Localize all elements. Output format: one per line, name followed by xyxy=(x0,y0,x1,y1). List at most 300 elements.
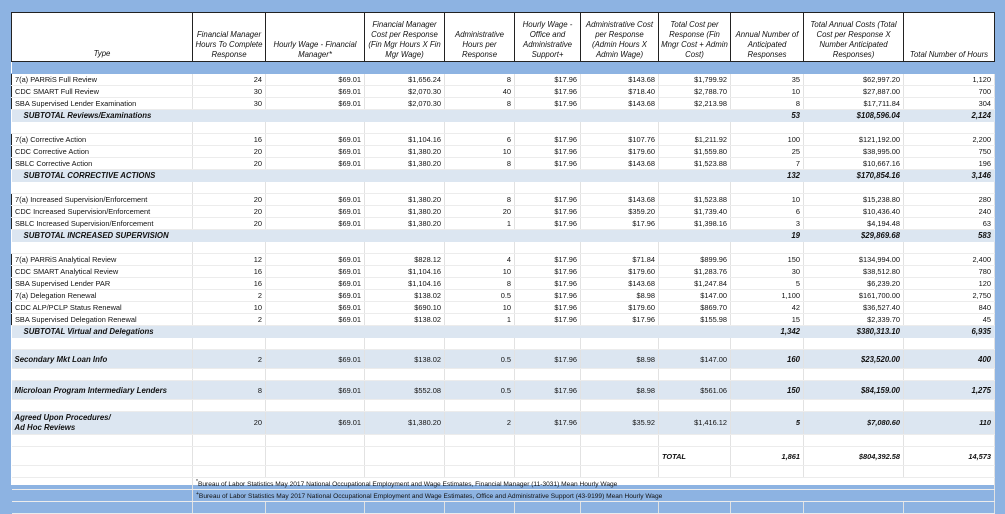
value-cell[interactable]: 1,275 xyxy=(904,381,995,400)
value-cell[interactable]: 10 xyxy=(193,302,266,314)
column-header[interactable]: Type xyxy=(12,13,193,62)
subtotal-label[interactable]: SUBTOTAL CORRECTIVE ACTIONS xyxy=(12,170,731,182)
value-cell[interactable]: $69.01 xyxy=(266,218,365,230)
costs-total[interactable]: $170,854.16 xyxy=(804,170,904,182)
empty-cell[interactable] xyxy=(365,502,445,514)
value-cell[interactable]: 16 xyxy=(193,134,266,146)
empty-cell[interactable] xyxy=(515,242,581,254)
value-cell[interactable]: 30 xyxy=(731,266,804,278)
value-cell[interactable]: $143.68 xyxy=(581,158,659,170)
empty-cell[interactable] xyxy=(12,182,193,194)
value-cell[interactable]: 100 xyxy=(731,134,804,146)
value-cell[interactable]: $69.01 xyxy=(266,266,365,278)
empty-cell[interactable] xyxy=(445,502,515,514)
value-cell[interactable]: $1,104.16 xyxy=(365,266,445,278)
value-cell[interactable]: 20 xyxy=(193,158,266,170)
row-type-cell[interactable]: SBLC Corrective Action xyxy=(12,158,193,170)
value-cell[interactable]: 20 xyxy=(193,206,266,218)
value-cell[interactable]: $69.01 xyxy=(266,412,365,435)
value-cell[interactable]: 1,120 xyxy=(904,74,995,86)
empty-cell[interactable] xyxy=(515,447,581,466)
value-cell[interactable]: 2 xyxy=(445,412,515,435)
empty-cell[interactable] xyxy=(515,182,581,194)
value-cell[interactable]: 304 xyxy=(904,98,995,110)
value-cell[interactable]: $69.01 xyxy=(266,314,365,326)
value-cell[interactable]: $1,416.12 xyxy=(659,412,731,435)
value-cell[interactable]: 150 xyxy=(731,381,804,400)
empty-cell[interactable] xyxy=(445,338,515,350)
value-cell[interactable]: $10,436.40 xyxy=(804,206,904,218)
costs-total[interactable]: $804,392.58 xyxy=(804,447,904,466)
value-cell[interactable]: 20 xyxy=(193,194,266,206)
row-type-cell[interactable]: 7(a) Corrective Action xyxy=(12,134,193,146)
empty-cell[interactable] xyxy=(266,242,365,254)
value-cell[interactable]: 15 xyxy=(731,314,804,326)
value-cell[interactable]: $899.96 xyxy=(659,254,731,266)
row-type-cell[interactable]: CDC Corrective Action xyxy=(12,146,193,158)
costs-total[interactable]: $108,596.04 xyxy=(804,110,904,122)
empty-cell[interactable] xyxy=(445,400,515,412)
value-cell[interactable]: $1,283.76 xyxy=(659,266,731,278)
value-cell[interactable]: 8 xyxy=(445,194,515,206)
empty-cell[interactable] xyxy=(12,242,193,254)
value-cell[interactable]: $69.01 xyxy=(266,86,365,98)
value-cell[interactable]: $69.01 xyxy=(266,146,365,158)
column-header[interactable]: Administrative Cost per Response (Admin Hours X Admin Wage) xyxy=(581,13,659,62)
empty-cell[interactable] xyxy=(445,182,515,194)
value-cell[interactable]: $69.01 xyxy=(266,98,365,110)
value-cell[interactable]: 16 xyxy=(193,278,266,290)
value-cell[interactable]: 120 xyxy=(904,278,995,290)
empty-cell[interactable] xyxy=(445,466,515,478)
value-cell[interactable]: 2 xyxy=(193,314,266,326)
empty-cell[interactable] xyxy=(804,242,904,254)
value-cell[interactable]: 0.5 xyxy=(445,381,515,400)
value-cell[interactable]: 7 xyxy=(731,158,804,170)
value-cell[interactable]: $4,194.48 xyxy=(804,218,904,230)
empty-cell[interactable] xyxy=(581,502,659,514)
value-cell[interactable]: $17.96 xyxy=(515,74,581,86)
column-header[interactable]: Annual Number of Anticipated Responses xyxy=(731,13,804,62)
row-type-cell[interactable]: SBA Supervised Lender PAR xyxy=(12,278,193,290)
empty-cell[interactable] xyxy=(904,182,995,194)
empty-cell[interactable] xyxy=(193,466,266,478)
value-cell[interactable]: $17.96 xyxy=(515,412,581,435)
value-cell[interactable]: $69.01 xyxy=(266,206,365,218)
value-cell[interactable]: $15,238.80 xyxy=(804,194,904,206)
empty-cell[interactable] xyxy=(804,62,904,74)
value-cell[interactable]: $17.96 xyxy=(515,86,581,98)
costs-total[interactable]: $29,869.68 xyxy=(804,230,904,242)
empty-cell[interactable] xyxy=(731,62,804,74)
value-cell[interactable]: 10 xyxy=(445,266,515,278)
empty-cell[interactable] xyxy=(12,338,193,350)
value-cell[interactable]: $143.68 xyxy=(581,98,659,110)
empty-cell[interactable] xyxy=(659,338,731,350)
hours-total[interactable]: 6,935 xyxy=(904,326,995,338)
value-cell[interactable]: $1,380.20 xyxy=(365,218,445,230)
empty-cell[interactable] xyxy=(365,338,445,350)
value-cell[interactable]: 750 xyxy=(904,146,995,158)
value-cell[interactable]: $2,070.30 xyxy=(365,98,445,110)
value-cell[interactable]: $17.96 xyxy=(515,146,581,158)
subtotal-label[interactable]: SUBTOTAL INCREASED SUPERVISION xyxy=(12,230,731,242)
empty-cell[interactable] xyxy=(659,400,731,412)
empty-cell[interactable] xyxy=(266,502,365,514)
value-cell[interactable]: 30 xyxy=(193,86,266,98)
empty-cell[interactable] xyxy=(266,466,365,478)
empty-cell[interactable] xyxy=(731,435,804,447)
value-cell[interactable]: $17.96 xyxy=(515,194,581,206)
empty-cell[interactable] xyxy=(659,242,731,254)
value-cell[interactable]: 780 xyxy=(904,266,995,278)
subtotal-label[interactable]: SUBTOTAL Reviews/Examinations xyxy=(12,110,731,122)
value-cell[interactable]: 400 xyxy=(904,350,995,369)
value-cell[interactable]: 840 xyxy=(904,302,995,314)
empty-cell[interactable] xyxy=(659,122,731,134)
empty-cell[interactable] xyxy=(581,122,659,134)
value-cell[interactable]: $147.00 xyxy=(659,290,731,302)
value-cell[interactable]: $107.76 xyxy=(581,134,659,146)
empty-cell[interactable] xyxy=(515,122,581,134)
empty-cell[interactable] xyxy=(904,369,995,381)
value-cell[interactable]: $179.60 xyxy=(581,146,659,158)
value-cell[interactable]: $84,159.00 xyxy=(804,381,904,400)
empty-cell[interactable] xyxy=(193,447,266,466)
value-cell[interactable]: 160 xyxy=(731,350,804,369)
value-cell[interactable]: $869.70 xyxy=(659,302,731,314)
empty-cell[interactable] xyxy=(515,62,581,74)
empty-cell[interactable] xyxy=(659,182,731,194)
value-cell[interactable]: $2,070.30 xyxy=(365,86,445,98)
empty-cell[interactable] xyxy=(445,242,515,254)
empty-cell[interactable] xyxy=(731,400,804,412)
empty-cell[interactable] xyxy=(904,122,995,134)
empty-cell[interactable] xyxy=(659,466,731,478)
empty-cell[interactable] xyxy=(581,369,659,381)
value-cell[interactable]: 6 xyxy=(445,134,515,146)
value-cell[interactable]: $69.01 xyxy=(266,194,365,206)
value-cell[interactable]: $155.98 xyxy=(659,314,731,326)
empty-cell[interactable] xyxy=(266,435,365,447)
empty-cell[interactable] xyxy=(266,62,365,74)
empty-cell[interactable] xyxy=(365,182,445,194)
empty-cell[interactable] xyxy=(515,338,581,350)
footnote[interactable] xyxy=(193,478,995,490)
value-cell[interactable]: $143.68 xyxy=(581,278,659,290)
empty-cell[interactable] xyxy=(904,435,995,447)
empty-cell[interactable] xyxy=(266,122,365,134)
column-header[interactable]: Administrative Hours per Response xyxy=(445,13,515,62)
value-cell[interactable]: 196 xyxy=(904,158,995,170)
value-cell[interactable]: 700 xyxy=(904,86,995,98)
empty-cell[interactable] xyxy=(365,466,445,478)
value-cell[interactable]: 240 xyxy=(904,206,995,218)
row-type-cell[interactable]: SBA Supervised Delegation Renewal xyxy=(12,314,193,326)
empty-cell[interactable] xyxy=(266,400,365,412)
value-cell[interactable]: $38,512.80 xyxy=(804,266,904,278)
empty-cell[interactable] xyxy=(804,435,904,447)
value-cell[interactable]: $179.60 xyxy=(581,266,659,278)
value-cell[interactable]: $138.02 xyxy=(365,290,445,302)
value-cell[interactable]: 8 xyxy=(445,158,515,170)
empty-cell[interactable] xyxy=(266,182,365,194)
value-cell[interactable]: 24 xyxy=(193,74,266,86)
empty-cell[interactable] xyxy=(581,466,659,478)
empty-cell[interactable] xyxy=(581,400,659,412)
value-cell[interactable]: $69.01 xyxy=(266,290,365,302)
value-cell[interactable]: $69.01 xyxy=(266,302,365,314)
value-cell[interactable]: $8.98 xyxy=(581,350,659,369)
value-cell[interactable]: $27,887.00 xyxy=(804,86,904,98)
value-cell[interactable]: $1,380.20 xyxy=(365,412,445,435)
value-cell[interactable]: $17.96 xyxy=(515,350,581,369)
row-type-cell[interactable]: 7(a) PARRiS Analytical Review xyxy=(12,254,193,266)
empty-cell[interactable] xyxy=(515,400,581,412)
value-cell[interactable]: $62,997.20 xyxy=(804,74,904,86)
value-cell[interactable]: $690.10 xyxy=(365,302,445,314)
value-cell[interactable]: 42 xyxy=(731,302,804,314)
empty-cell[interactable] xyxy=(659,369,731,381)
hours-total[interactable]: 583 xyxy=(904,230,995,242)
empty-cell[interactable] xyxy=(731,502,804,514)
empty-cell[interactable] xyxy=(193,435,266,447)
empty-cell[interactable] xyxy=(904,400,995,412)
empty-cell[interactable] xyxy=(193,400,266,412)
value-cell[interactable]: 2 xyxy=(193,350,266,369)
empty-cell[interactable] xyxy=(365,369,445,381)
row-type-cell[interactable]: CDC SMART Full Review xyxy=(12,86,193,98)
empty-cell[interactable] xyxy=(12,490,193,502)
row-type-cell[interactable]: SBA Supervised Lender Examination xyxy=(12,98,193,110)
empty-cell[interactable] xyxy=(731,122,804,134)
empty-cell[interactable] xyxy=(365,447,445,466)
value-cell[interactable]: 4 xyxy=(445,254,515,266)
empty-cell[interactable] xyxy=(445,369,515,381)
value-cell[interactable]: 6 xyxy=(731,206,804,218)
row-type-cell[interactable]: CDC SMART Analytical Review xyxy=(12,266,193,278)
empty-cell[interactable] xyxy=(515,502,581,514)
empty-cell[interactable] xyxy=(193,338,266,350)
empty-cell[interactable] xyxy=(365,242,445,254)
value-cell[interactable]: 1 xyxy=(445,218,515,230)
empty-cell[interactable] xyxy=(365,62,445,74)
empty-cell[interactable] xyxy=(193,242,266,254)
value-cell[interactable]: 2,400 xyxy=(904,254,995,266)
row-type-cell[interactable]: 7(a) Increased Supervision/Enforcement xyxy=(12,194,193,206)
empty-cell[interactable] xyxy=(904,502,995,514)
value-cell[interactable]: 150 xyxy=(731,254,804,266)
value-cell[interactable]: $134,994.00 xyxy=(804,254,904,266)
value-cell[interactable]: $17.96 xyxy=(515,302,581,314)
total-label[interactable]: TOTAL xyxy=(659,447,731,466)
value-cell[interactable]: $17.96 xyxy=(515,134,581,146)
empty-cell[interactable] xyxy=(445,62,515,74)
value-cell[interactable]: $17.96 xyxy=(515,158,581,170)
value-cell[interactable]: $8.98 xyxy=(581,381,659,400)
column-header[interactable]: Hourly Wage - Office and Administrative Support+ xyxy=(515,13,581,62)
empty-cell[interactable] xyxy=(581,435,659,447)
value-cell[interactable]: $161,700.00 xyxy=(804,290,904,302)
value-cell[interactable]: $17.96 xyxy=(515,278,581,290)
responses-total[interactable]: 1,342 xyxy=(731,326,804,338)
value-cell[interactable]: 110 xyxy=(904,412,995,435)
value-cell[interactable]: $1,104.16 xyxy=(365,278,445,290)
value-cell[interactable]: $552.08 xyxy=(365,381,445,400)
empty-cell[interactable] xyxy=(445,435,515,447)
value-cell[interactable]: 0.5 xyxy=(445,350,515,369)
value-cell[interactable]: 20 xyxy=(445,206,515,218)
value-cell[interactable]: 5 xyxy=(731,278,804,290)
value-cell[interactable]: $71.84 xyxy=(581,254,659,266)
value-cell[interactable]: $1,656.24 xyxy=(365,74,445,86)
value-cell[interactable]: $17.96 xyxy=(515,314,581,326)
value-cell[interactable]: $8.98 xyxy=(581,290,659,302)
empty-cell[interactable] xyxy=(581,242,659,254)
value-cell[interactable]: 280 xyxy=(904,194,995,206)
hours-total[interactable]: 3,146 xyxy=(904,170,995,182)
value-cell[interactable]: $2,339.70 xyxy=(804,314,904,326)
empty-cell[interactable] xyxy=(659,502,731,514)
value-cell[interactable]: $1,380.20 xyxy=(365,206,445,218)
value-cell[interactable]: $17.96 xyxy=(515,290,581,302)
value-cell[interactable]: $1,739.40 xyxy=(659,206,731,218)
value-cell[interactable]: 40 xyxy=(445,86,515,98)
value-cell[interactable]: $23,520.00 xyxy=(804,350,904,369)
row-type-cell[interactable]: Microloan Program Intermediary Lenders xyxy=(12,381,193,400)
empty-cell[interactable] xyxy=(365,400,445,412)
empty-cell[interactable] xyxy=(193,182,266,194)
empty-cell[interactable] xyxy=(515,466,581,478)
value-cell[interactable]: 8 xyxy=(193,381,266,400)
empty-cell[interactable] xyxy=(581,338,659,350)
responses-total[interactable]: 19 xyxy=(731,230,804,242)
value-cell[interactable]: $1,380.20 xyxy=(365,194,445,206)
empty-cell[interactable] xyxy=(731,466,804,478)
empty-cell[interactable] xyxy=(515,435,581,447)
value-cell[interactable]: $69.01 xyxy=(266,158,365,170)
value-cell[interactable]: $147.00 xyxy=(659,350,731,369)
value-cell[interactable]: $143.68 xyxy=(581,74,659,86)
value-cell[interactable]: 1 xyxy=(445,314,515,326)
row-type-cell[interactable]: SBLC Increased Supervision/Enforcement xyxy=(12,218,193,230)
empty-cell[interactable] xyxy=(193,62,266,74)
column-header[interactable]: Total Number of Hours xyxy=(904,13,995,62)
column-header[interactable]: Financial Manager Cost per Response (Fin Mgr Hours X Fin Mgr Wage) xyxy=(365,13,445,62)
value-cell[interactable]: $1,380.20 xyxy=(365,158,445,170)
empty-cell[interactable] xyxy=(804,182,904,194)
value-cell[interactable]: $17.96 xyxy=(581,218,659,230)
row-type-cell[interactable]: 7(a) Delegation Renewal xyxy=(12,290,193,302)
value-cell[interactable]: 1,100 xyxy=(731,290,804,302)
value-cell[interactable]: $2,213.98 xyxy=(659,98,731,110)
value-cell[interactable]: $17.96 xyxy=(515,266,581,278)
value-cell[interactable]: 0.5 xyxy=(445,290,515,302)
value-cell[interactable]: 2 xyxy=(193,290,266,302)
value-cell[interactable]: $17.96 xyxy=(515,218,581,230)
value-cell[interactable]: $17.96 xyxy=(515,98,581,110)
value-cell[interactable]: 10 xyxy=(731,86,804,98)
empty-cell[interactable] xyxy=(193,369,266,381)
empty-cell[interactable] xyxy=(12,502,193,514)
value-cell[interactable]: 8 xyxy=(731,98,804,110)
value-cell[interactable]: $1,398.16 xyxy=(659,218,731,230)
empty-cell[interactable] xyxy=(804,122,904,134)
value-cell[interactable]: $1,380.20 xyxy=(365,146,445,158)
value-cell[interactable]: 12 xyxy=(193,254,266,266)
empty-cell[interactable] xyxy=(12,62,193,74)
empty-cell[interactable] xyxy=(731,338,804,350)
column-header[interactable]: Hourly Wage - Financial Manager* xyxy=(266,13,365,62)
value-cell[interactable]: $69.01 xyxy=(266,278,365,290)
value-cell[interactable]: $359.20 xyxy=(581,206,659,218)
value-cell[interactable]: $718.40 xyxy=(581,86,659,98)
row-type-cell[interactable]: Secondary Mkt Loan Info xyxy=(12,350,193,369)
empty-cell[interactable] xyxy=(804,502,904,514)
value-cell[interactable]: 45 xyxy=(904,314,995,326)
value-cell[interactable]: $38,995.00 xyxy=(804,146,904,158)
empty-cell[interactable] xyxy=(12,447,193,466)
value-cell[interactable]: $17,711.84 xyxy=(804,98,904,110)
empty-cell[interactable] xyxy=(12,478,193,490)
empty-cell[interactable] xyxy=(581,182,659,194)
costs-total[interactable]: $380,313.10 xyxy=(804,326,904,338)
value-cell[interactable]: 8 xyxy=(445,278,515,290)
value-cell[interactable]: 2,200 xyxy=(904,134,995,146)
value-cell[interactable]: $1,559.80 xyxy=(659,146,731,158)
empty-cell[interactable] xyxy=(904,338,995,350)
column-header[interactable]: Total Annual Costs (Total Cost per Response X Number Anticipated Responses) xyxy=(804,13,904,62)
empty-cell[interactable] xyxy=(804,466,904,478)
value-cell[interactable]: $36,527.40 xyxy=(804,302,904,314)
value-cell[interactable]: $7,080.60 xyxy=(804,412,904,435)
value-cell[interactable]: 10 xyxy=(445,146,515,158)
row-type-cell[interactable]: Agreed Upon Procedures/ Ad Hoc Reviews xyxy=(12,412,193,435)
empty-cell[interactable] xyxy=(581,447,659,466)
empty-cell[interactable] xyxy=(12,435,193,447)
value-cell[interactable]: $143.68 xyxy=(581,194,659,206)
empty-cell[interactable] xyxy=(193,122,266,134)
empty-cell[interactable] xyxy=(659,62,731,74)
empty-cell[interactable] xyxy=(731,369,804,381)
value-cell[interactable]: $561.06 xyxy=(659,381,731,400)
value-cell[interactable]: 35 xyxy=(731,74,804,86)
value-cell[interactable]: $69.01 xyxy=(266,254,365,266)
value-cell[interactable]: $828.12 xyxy=(365,254,445,266)
value-cell[interactable]: $69.01 xyxy=(266,74,365,86)
value-cell[interactable]: $17.96 xyxy=(515,254,581,266)
row-type-cell[interactable]: 7(a) PARRiS Full Review xyxy=(12,74,193,86)
empty-cell[interactable] xyxy=(266,369,365,381)
value-cell[interactable]: $1,211.92 xyxy=(659,134,731,146)
value-cell[interactable]: 10 xyxy=(445,302,515,314)
value-cell[interactable]: $1,247.84 xyxy=(659,278,731,290)
value-cell[interactable]: $17.96 xyxy=(515,381,581,400)
responses-total[interactable]: 132 xyxy=(731,170,804,182)
value-cell[interactable]: 20 xyxy=(193,146,266,158)
value-cell[interactable]: $179.60 xyxy=(581,302,659,314)
empty-cell[interactable] xyxy=(193,502,266,514)
value-cell[interactable]: 16 xyxy=(193,266,266,278)
value-cell[interactable]: $10,667.16 xyxy=(804,158,904,170)
value-cell[interactable]: 20 xyxy=(193,412,266,435)
empty-cell[interactable] xyxy=(515,369,581,381)
empty-cell[interactable] xyxy=(266,447,365,466)
value-cell[interactable]: $1,523.88 xyxy=(659,158,731,170)
value-cell[interactable]: $69.01 xyxy=(266,134,365,146)
empty-cell[interactable] xyxy=(12,466,193,478)
value-cell[interactable]: $1,799.92 xyxy=(659,74,731,86)
